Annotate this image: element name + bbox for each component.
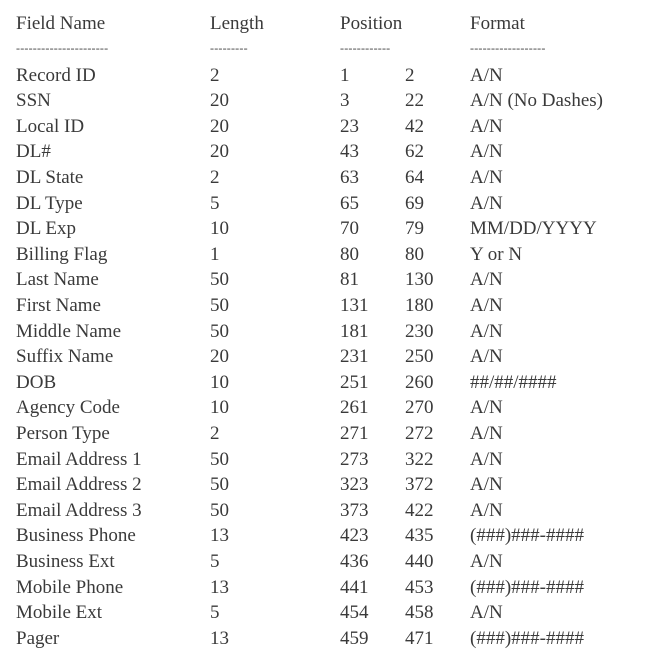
length-cell: 10 [210,397,229,419]
format-cell: A/N [470,64,503,86]
format-cell: A/N [470,192,503,214]
length-cell: 50 [210,474,229,496]
length-cell: 2 [210,166,220,188]
field-name-cell: Business Phone [16,525,136,547]
length-cell: 2 [210,64,220,86]
position-end-cell: 440 [405,550,434,572]
field-name-cell: Mobile Phone [16,576,124,598]
table-row [0,575,654,601]
header-length: Length [210,13,264,34]
position-start-cell: 131 [340,294,369,316]
position-start-cell: 459 [340,627,369,649]
format-cell: Y or N [470,243,523,265]
format-cell: A/N [470,320,503,342]
field-name-cell: Email Address 3 [16,499,142,521]
position-end-cell: 322 [405,448,434,470]
table-row [0,600,654,626]
position-end-cell: 42 [405,115,424,137]
field-name-cell: Pager [16,627,60,649]
table-row [0,523,654,549]
format-cell: A/N [470,448,503,470]
position-end-cell: 471 [405,627,434,649]
position-start-cell: 80 [340,243,359,265]
length-cell: 20 [210,346,229,368]
table-row [0,165,654,191]
length-cell: 10 [210,371,229,393]
position-end-cell: 80 [405,243,424,265]
header-field-name: Field Name [16,13,106,34]
position-end-cell: 64 [405,166,424,188]
format-cell: A/N [470,269,503,291]
field-name-cell: First Name [16,294,101,316]
position-end-cell: 180 [405,294,434,316]
table-row [0,498,654,524]
format-cell: A/N [470,166,503,188]
position-start-cell: 70 [340,218,359,240]
position-start-cell: 181 [340,320,369,342]
field-name-cell: Agency Code [16,397,120,419]
position-start-cell: 251 [340,371,369,393]
table-row [0,139,654,165]
table-row [0,242,654,268]
length-cell: 2 [210,422,220,444]
position-end-cell: 453 [405,576,434,598]
position-start-cell: 3 [340,90,350,112]
field-name-cell: DL State [16,166,84,188]
format-cell: ##/##/#### [470,371,557,393]
table-row [0,267,654,293]
length-cell: 13 [210,525,229,547]
field-name-cell: Billing Flag [16,243,108,265]
position-end-cell: 422 [405,499,434,521]
position-end-cell: 270 [405,397,434,419]
table-row [0,114,654,140]
position-start-cell: 81 [340,269,359,291]
position-end-cell: 130 [405,269,434,291]
position-end-cell: 230 [405,320,434,342]
format-cell: A/N [470,499,503,521]
divider-format: ------------------ [470,41,546,55]
position-start-cell: 373 [340,499,369,521]
length-cell: 13 [210,627,229,649]
table-header-row [0,11,654,37]
position-start-cell: 323 [340,474,369,496]
length-cell: 50 [210,269,229,291]
position-start-cell: 65 [340,192,359,214]
field-name-cell: DL Exp [16,218,76,240]
length-cell: 10 [210,218,229,240]
table-row [0,549,654,575]
position-start-cell: 454 [340,602,369,624]
format-cell: (###)###-#### [470,576,584,598]
field-name-cell: Email Address 2 [16,474,142,496]
position-start-cell: 273 [340,448,369,470]
table-row [0,88,654,114]
field-name-cell: Last Name [16,269,99,291]
length-cell: 50 [210,320,229,342]
length-cell: 5 [210,602,220,624]
length-cell: 13 [210,576,229,598]
position-end-cell: 69 [405,192,424,214]
table-row [0,395,654,421]
divider-position: ------------ [340,41,391,55]
position-end-cell: 272 [405,422,434,444]
position-end-cell: 62 [405,141,424,163]
position-end-cell: 79 [405,218,424,240]
position-start-cell: 271 [340,422,369,444]
table-row [0,293,654,319]
format-cell: (###)###-#### [470,525,584,547]
table-row [0,421,654,447]
length-cell: 20 [210,90,229,112]
field-name-cell: Middle Name [16,320,122,342]
position-start-cell: 63 [340,166,359,188]
format-cell: (###)###-#### [470,627,584,649]
divider-length: --------- [210,41,248,55]
table-row [0,344,654,370]
field-name-cell: DL Type [16,192,83,214]
format-cell: A/N [470,141,503,163]
length-cell: 20 [210,115,229,137]
format-cell: MM/DD/YYYY [470,218,597,240]
field-name-cell: Business Ext [16,550,115,572]
table-row [0,472,654,498]
position-end-cell: 2 [405,64,415,86]
table-row [0,626,654,652]
format-cell: A/N [470,294,503,316]
table-row [0,370,654,396]
field-name-cell: Suffix Name [16,346,114,368]
field-name-cell: Email Address 1 [16,448,142,470]
field-name-cell: SSN [16,90,51,112]
length-cell: 5 [210,192,220,214]
position-start-cell: 1 [340,64,350,86]
header-divider-row [0,36,654,62]
header-format: Format [470,13,525,34]
field-name-cell: DL# [16,141,51,163]
length-cell: 20 [210,141,229,163]
field-name-cell: Record ID [16,64,96,86]
table-row [0,447,654,473]
length-cell: 5 [210,550,220,572]
header-position: Position [340,13,403,34]
table-row [0,63,654,89]
field-name-cell: Person Type [16,422,110,444]
length-cell: 50 [210,499,229,521]
length-cell: 1 [210,243,220,265]
length-cell: 50 [210,448,229,470]
format-cell: A/N [470,602,503,624]
position-end-cell: 372 [405,474,434,496]
position-end-cell: 250 [405,346,434,368]
format-cell: A/N (No Dashes) [470,90,603,112]
field-name-cell: DOB [16,371,57,393]
divider-field-name: ---------------------- [16,41,109,55]
position-start-cell: 231 [340,346,369,368]
format-cell: A/N [470,474,503,496]
table-row [0,216,654,242]
format-cell: A/N [470,115,503,137]
position-start-cell: 423 [340,525,369,547]
position-start-cell: 23 [340,115,359,137]
table-row [0,319,654,345]
position-start-cell: 436 [340,550,369,572]
position-end-cell: 22 [405,90,424,112]
position-end-cell: 435 [405,525,434,547]
format-cell: A/N [470,346,503,368]
field-name-cell: Mobile Ext [16,602,103,624]
length-cell: 50 [210,294,229,316]
format-cell: A/N [470,550,503,572]
position-start-cell: 441 [340,576,369,598]
table-row [0,191,654,217]
position-start-cell: 261 [340,397,369,419]
format-cell: A/N [470,422,503,444]
position-start-cell: 43 [340,141,359,163]
position-end-cell: 260 [405,371,434,393]
format-cell: A/N [470,397,503,419]
position-end-cell: 458 [405,602,434,624]
field-name-cell: Local ID [16,115,85,137]
